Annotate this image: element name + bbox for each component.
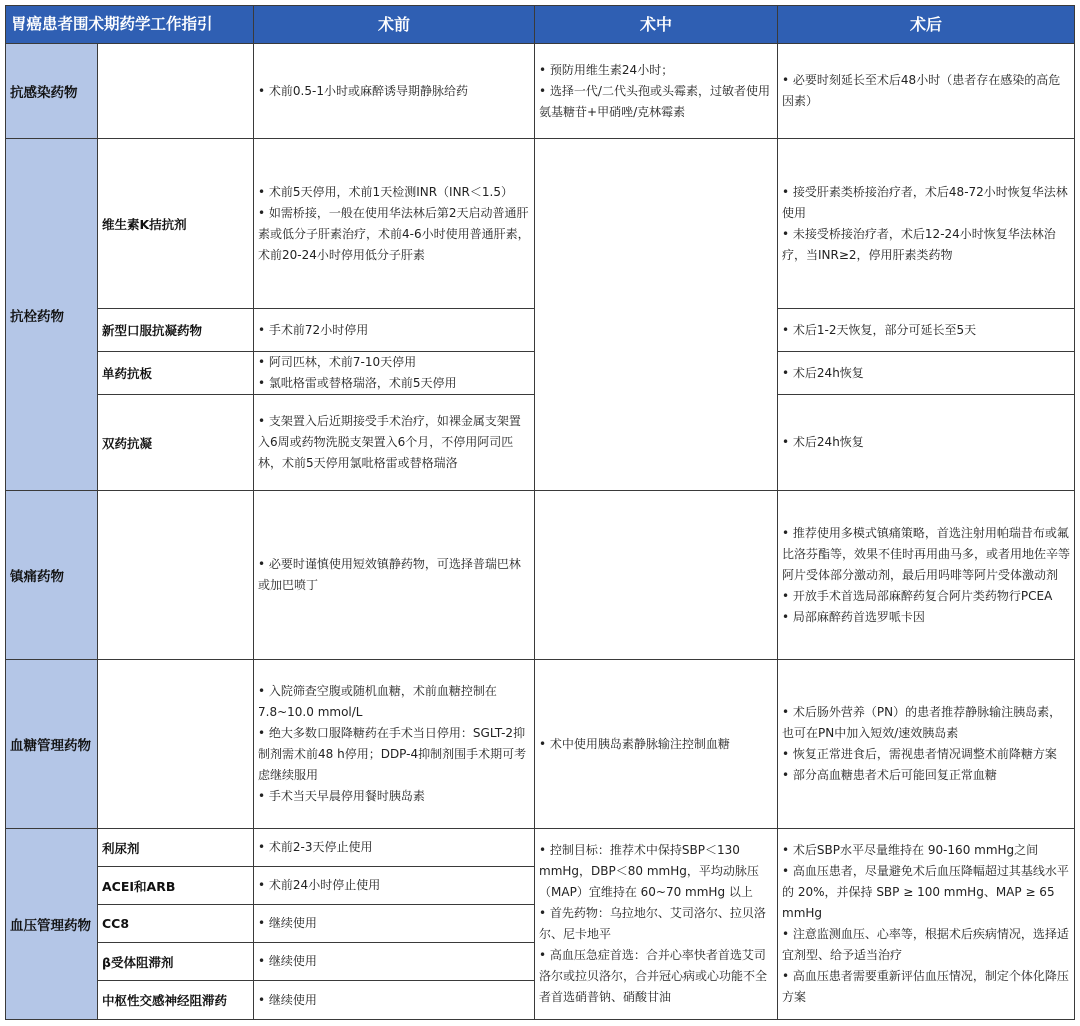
diuretic-pre-cell bbox=[254, 829, 535, 867]
list-item: • 高血压患者，尽量避免术后血压降幅超过其基线水平的 20%，并保持 SBP ≥ 100 mmHg、MAP ≥ 65 mmHg bbox=[782, 861, 1070, 924]
analgesic-pre-cell bbox=[254, 491, 535, 660]
list-item: • 术前0.5-1小时或麻醉诱导期静脉给药 bbox=[258, 81, 530, 102]
category-analgesic: 镇痛药物 bbox=[6, 491, 98, 660]
list-item: • 未接受桥接治疗者，术后12-24小时恢复华法林治疗，当INR≥2，停用肝素类药物 bbox=[782, 224, 1070, 266]
list-item: • 恢复正常进食后，需视患者情况调整术前降糖方案 bbox=[782, 744, 1070, 765]
subcategory-diuretic: 利尿剂 bbox=[98, 829, 254, 867]
list-item: • 注意监测血压、心率等，根据术后疾病情况，选择适宜剂型、给予适当治疗 bbox=[782, 924, 1070, 966]
analgesic-post-cell bbox=[778, 491, 1075, 660]
subcategory-empty bbox=[98, 491, 254, 660]
category-anti-infection: 抗感染药物 bbox=[6, 44, 98, 139]
glucose-intra-cell bbox=[535, 660, 778, 829]
list-item: • 术后24h恢复 bbox=[782, 432, 1070, 453]
header-row bbox=[6, 6, 1075, 44]
vitk-pre-cell bbox=[254, 139, 535, 309]
central-pre-cell bbox=[254, 981, 535, 1020]
list-item: • 选择一代/二代头孢或头霉素，过敏者使用氨基糖苷+甲硝唑/克林霉素 bbox=[539, 81, 773, 123]
noac-pre-cell bbox=[254, 309, 535, 352]
list-item: • 继续使用 bbox=[258, 951, 530, 972]
glucose-post-cell bbox=[778, 660, 1075, 829]
list-item: • 支架置入后近期接受手术治疗，如裸金属支架置入6周或药物洗脱支架置入6个月，不停用阿司匹林，术前5天停用氯吡格雷或替格瑞洛 bbox=[258, 411, 530, 474]
list-item: • 高血压患者需要重新评估血压情况，制定个体化降压方案 bbox=[782, 966, 1070, 1008]
list-item: • 手术当天早晨停用餐时胰岛素 bbox=[258, 786, 530, 807]
single-post-cell bbox=[778, 352, 1075, 395]
list-item: • 推荐使用多模式镇痛策略，首选注射用帕瑞昔布或氟比洛芬酯等，效果不佳时再用曲马多，或者用地佐辛等阿片受体部分激动剂，最后用吗啡等阿片受体激动剂 bbox=[782, 523, 1070, 586]
anti-infection-post-cell bbox=[778, 44, 1075, 139]
single-pre-cell bbox=[254, 352, 535, 395]
list-item: • 手术前72小时停用 bbox=[258, 320, 530, 341]
dual-pre-cell bbox=[254, 395, 535, 491]
list-item: • 如需桥接，一般在使用华法林后第2天启动普通肝素或低分子肝素治疗，术前4-6小时使用普通肝素，术前20-24小时停用低分子肝素 bbox=[258, 203, 530, 266]
ccb-pre-cell bbox=[254, 905, 535, 943]
list-item: • 必要时谨慎使用短效镇静药物，可选择普瑞巴林或加巴喷丁 bbox=[258, 554, 530, 596]
anti-infection-pre-cell bbox=[254, 44, 535, 139]
anti-infection-intra-cell bbox=[535, 44, 778, 139]
list-item: • 氯吡格雷或替格瑞洛，术前5天停用 bbox=[258, 373, 530, 394]
table-row bbox=[6, 139, 1075, 309]
subcategory-beta-blocker: β受体阻滞剂 bbox=[98, 943, 254, 981]
list-item: • 术后SBP水平尽量维持在 90-160 mmHg之间 bbox=[782, 840, 1070, 861]
category-anticoagulant: 抗栓药物 bbox=[6, 139, 98, 491]
anticoagulant-intra-cell bbox=[535, 139, 778, 491]
table-row bbox=[6, 829, 1075, 867]
bp-post-cell bbox=[778, 829, 1075, 1020]
beta-pre-cell bbox=[254, 943, 535, 981]
list-item: • 绝大多数口服降糖药在手术当日停用：SGLT-2抑制剂需术前48 h停用；DDP-4抑制剂围手术期可考虑继续服用 bbox=[258, 723, 530, 786]
table-row bbox=[6, 44, 1075, 139]
list-item: • 术前5天停用，术前1天检测INR（INR＜1.5） bbox=[258, 182, 530, 203]
perioperative-guide-table bbox=[5, 5, 1075, 1020]
table-title: 胃癌患者围术期药学工作指引 bbox=[6, 6, 254, 44]
list-item: • 局部麻醉药首选罗哌卡因 bbox=[782, 607, 1070, 628]
subcategory-vitamin-k-antagonist: 维生素K拮抗剂 bbox=[98, 139, 254, 309]
bp-intra-cell bbox=[535, 829, 778, 1020]
list-item: • 术前24小时停止使用 bbox=[258, 875, 530, 896]
vitk-post-cell bbox=[778, 139, 1075, 309]
dual-post-cell bbox=[778, 395, 1075, 491]
acei-pre-cell bbox=[254, 867, 535, 905]
list-item: • 入院筛查空腹或随机血糖，术前血糖控制在7.8~10.0 mmol/L bbox=[258, 681, 530, 723]
list-item: • 继续使用 bbox=[258, 990, 530, 1011]
list-item: • 部分高血糖患者术后可能回复正常血糖 bbox=[782, 765, 1070, 786]
column-header-post: 术后 bbox=[778, 6, 1075, 44]
list-item: • 必要时刻延长至术后48小时（患者存在感染的高危因素） bbox=[782, 70, 1070, 112]
table-row bbox=[6, 660, 1075, 829]
noac-post-cell bbox=[778, 309, 1075, 352]
table-row bbox=[6, 491, 1075, 660]
list-item: • 继续使用 bbox=[258, 913, 530, 934]
list-item: • 术后1-2天恢复，部分可延长至5天 bbox=[782, 320, 1070, 341]
list-item: • 控制目标：推荐术中保持SBP＜130 mmHg，DBP＜80 mmHg，平均动脉压（MAP）宜维持在 60~70 mmHg 以上 bbox=[539, 840, 773, 903]
category-glucose: 血糖管理药物 bbox=[6, 660, 98, 829]
list-item: • 首先药物：乌拉地尔、艾司洛尔、拉贝洛尔、尼卡地平 bbox=[539, 903, 773, 945]
glucose-pre-cell bbox=[254, 660, 535, 829]
subcategory-dual-anticoagulant: 双药抗凝 bbox=[98, 395, 254, 491]
list-item: • 术前2-3天停止使用 bbox=[258, 837, 530, 858]
subcategory-central-sympatholytic: 中枢性交感神经阻滞药 bbox=[98, 981, 254, 1020]
subcategory-empty bbox=[98, 660, 254, 829]
subcategory-ccb: CC8 bbox=[98, 905, 254, 943]
list-item: • 高血压急症首选：合并心率快者首选艾司洛尔或拉贝洛尔，合并冠心病或心功能不全者首选硝普钠、硝酸甘油 bbox=[539, 945, 773, 1008]
list-item: • 术后24h恢复 bbox=[782, 363, 1070, 384]
list-item: • 开放手术首选局部麻醉药复合阿片类药物行PCEA bbox=[782, 586, 1070, 607]
list-item: • 术中使用胰岛素静脉输注控制血糖 bbox=[539, 734, 773, 755]
subcategory-acei-arb: ACEI和ARB bbox=[98, 867, 254, 905]
list-item: • 接受肝素类桥接治疗者，术后48-72小时恢复华法林使用 bbox=[782, 182, 1070, 224]
category-blood-pressure: 血压管理药物 bbox=[6, 829, 98, 1020]
analgesic-intra-cell bbox=[535, 491, 778, 660]
list-item: • 预防用维生素24小时； bbox=[539, 60, 773, 81]
list-item: • 阿司匹林，术前7-10天停用 bbox=[258, 352, 530, 373]
list-item: • 术后肠外营养（PN）的患者推荐静脉输注胰岛素，也可在PN中加入短效/速效胰岛素 bbox=[782, 702, 1070, 744]
subcategory-noac: 新型口服抗凝药物 bbox=[98, 309, 254, 352]
column-header-pre: 术前 bbox=[254, 6, 535, 44]
column-header-intra: 术中 bbox=[535, 6, 778, 44]
subcategory-single-antiplatelet: 单药抗板 bbox=[98, 352, 254, 395]
subcategory-empty bbox=[98, 44, 254, 139]
